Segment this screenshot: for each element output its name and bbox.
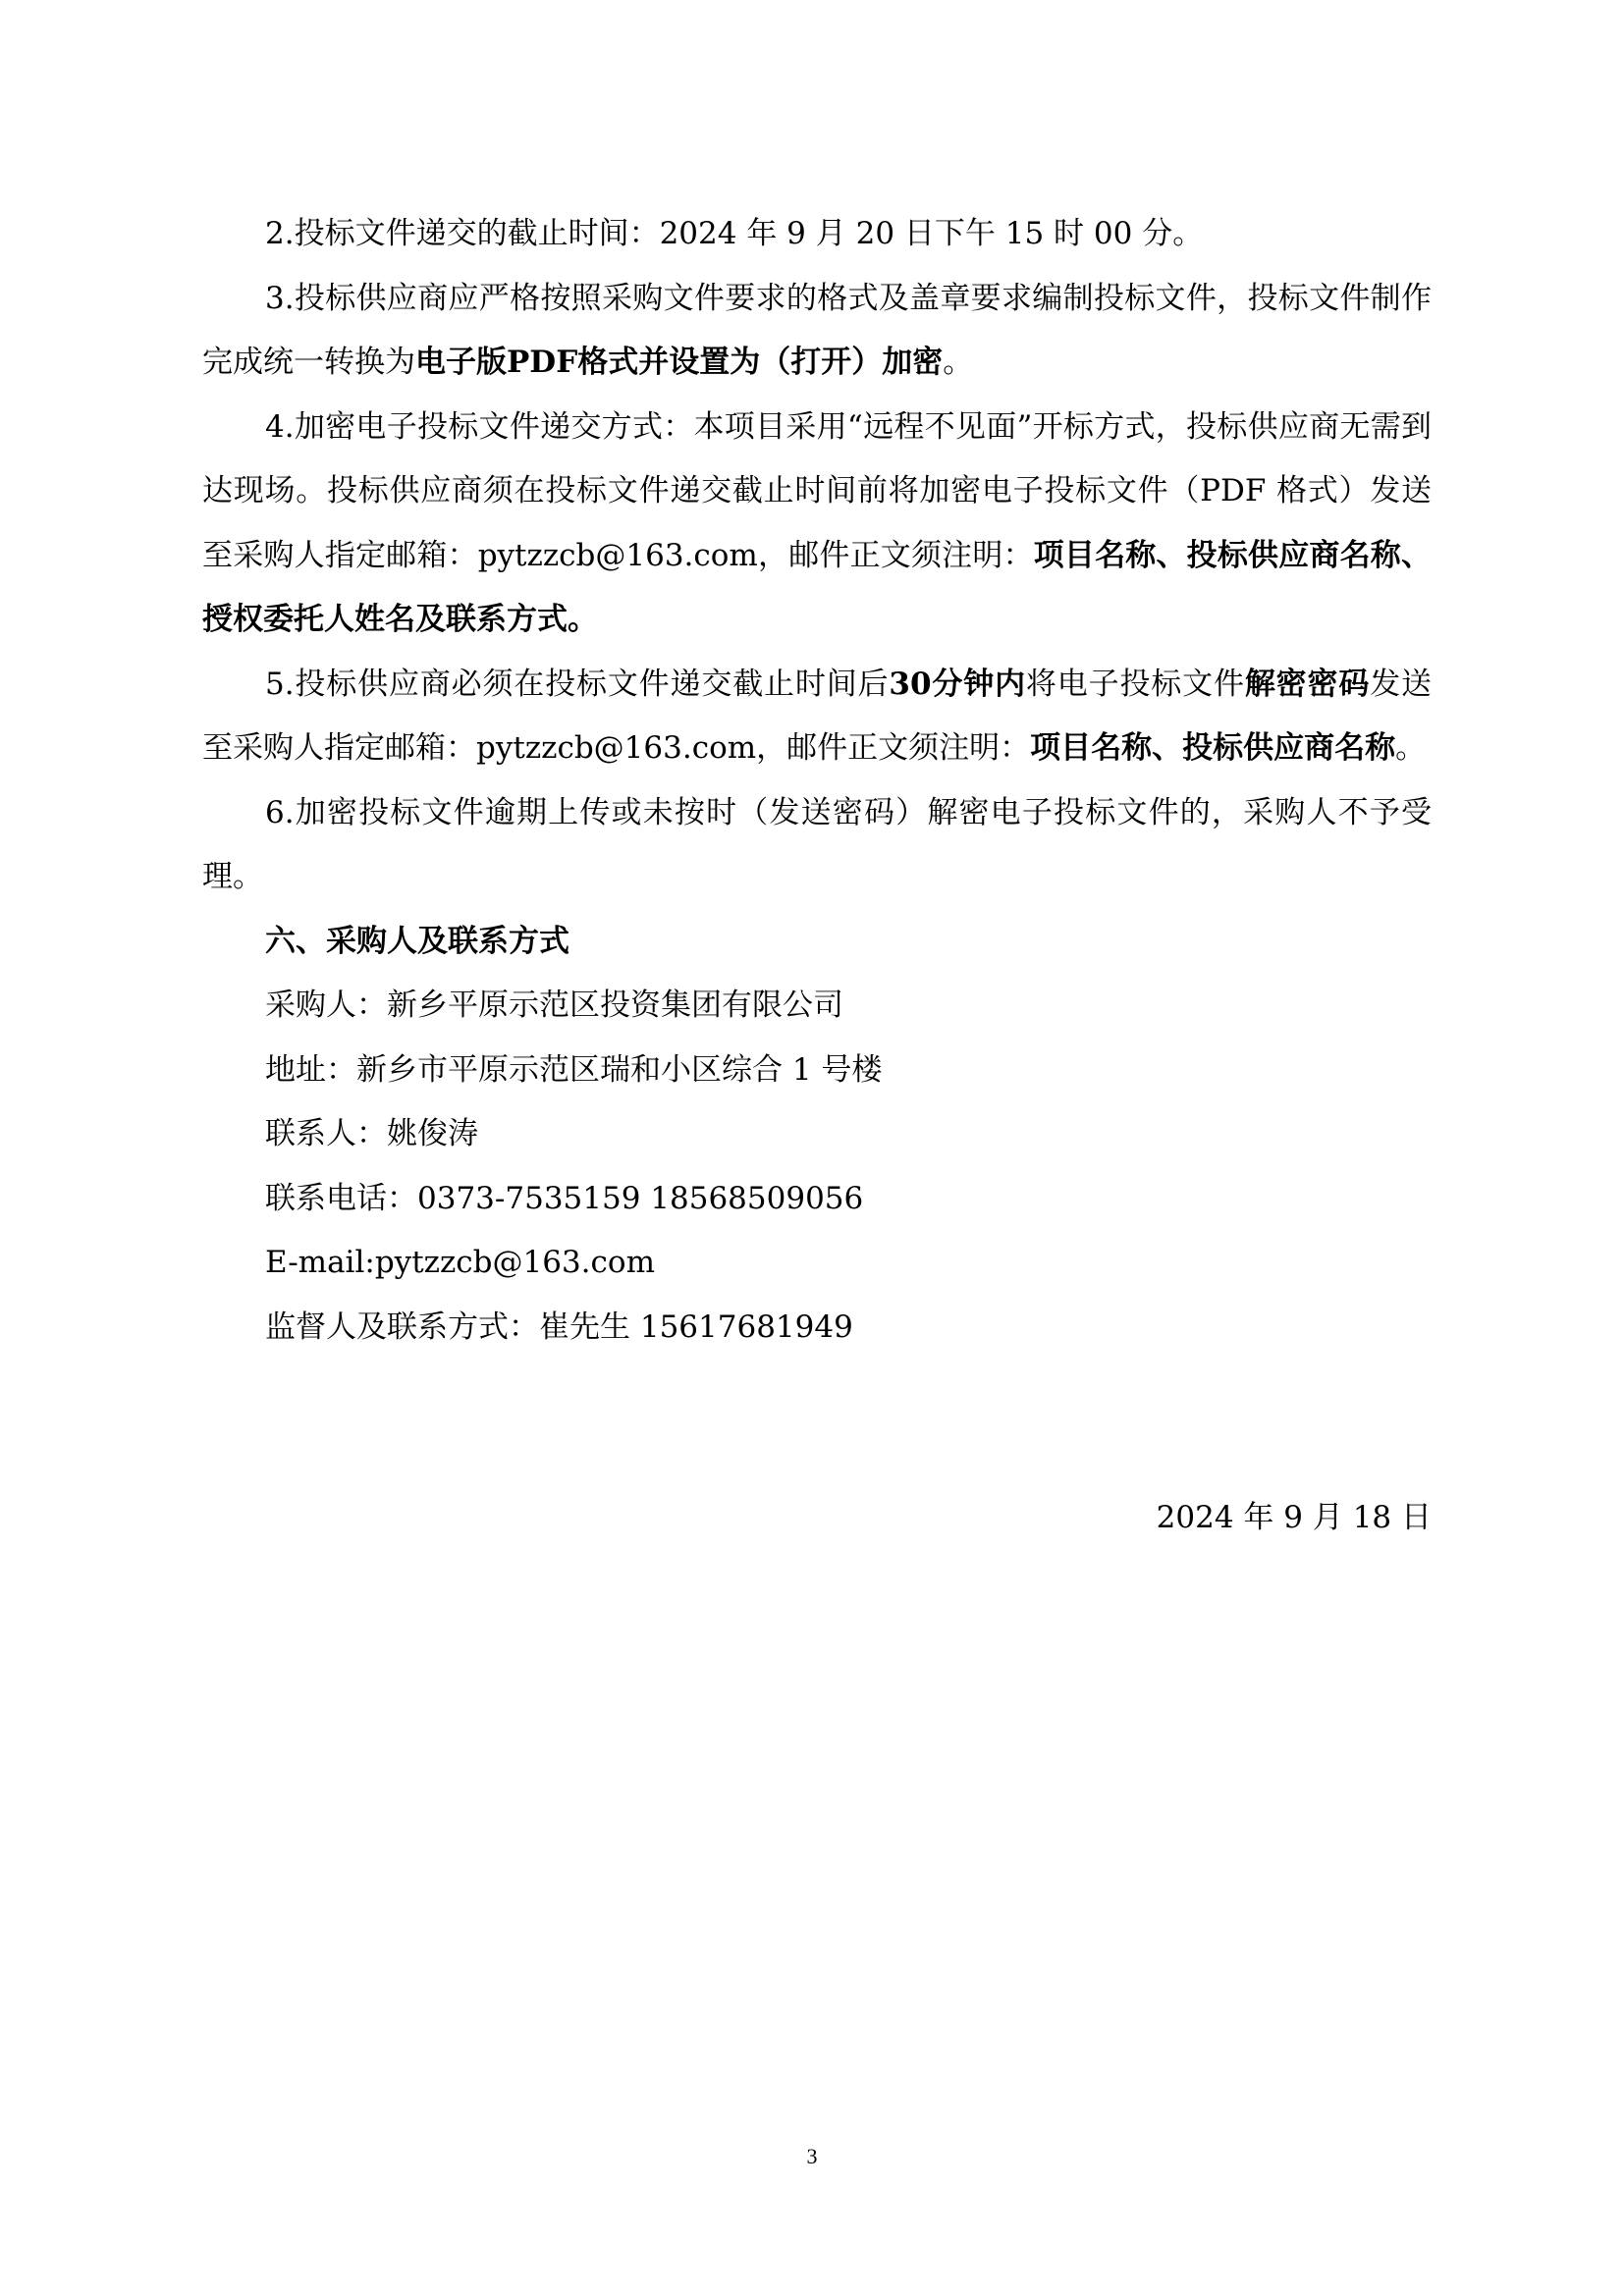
page-number: 3: [806, 2144, 818, 2168]
address-line: 地址：新乡市平原示范区瑞和小区综合 1 号楼: [265, 1051, 883, 1088]
format-end: 。: [943, 345, 974, 380]
decryption-text-2: 将电子投标文件: [1025, 666, 1245, 702]
paragraph-deadline: 2.投标文件递交的截止时间：2024 年 9 月 20 日下午 15 时 00 分。: [265, 216, 1204, 251]
email-line: E-mail:pytzzcb@163.com: [265, 1245, 655, 1280]
decryption-password-emphasis: 解密密码: [1244, 666, 1371, 702]
decryption-name-emphasis: 项目名称、投标供应商名称: [1030, 730, 1396, 766]
format-text: 3.投标供应商应严格按照采购文件要求的格式及盖章要求编制投标文件，投标文件制作完成统一转换为: [202, 280, 1432, 380]
paragraph-late-submission: 6.加密投标文件逾期上传或未按时（发送密码）解密电子投标文件的，采购人不予受理。: [202, 794, 1432, 894]
purchaser-line: 采购人：新乡平原示范区投资集团有限公司: [265, 988, 843, 1023]
submission-text: 4.加密电子投标文件递交方式：本项目采用“远程不见面”开标方式，投标供应商无需到达现场。投标供应商须在投标文件递交截止时间前将加密电子投标文件（PDF 格式）发送至采购人指定邮箱：pytzzcb@163.com，邮件正文须注明：: [202, 408, 1432, 573]
signature-date: 2024 年 9 月 18 日: [1156, 1500, 1432, 1535]
paragraph-format: [202, 267, 1432, 396]
supervisor-line: 监督人及联系方式：崔先生 15617681949: [265, 1308, 853, 1345]
section-heading: 六、采购人及联系方式: [265, 923, 569, 959]
decryption-text-1: 5.投标供应商必须在投标文件递交截止时间后: [265, 666, 890, 702]
paragraph-submission: [202, 396, 1432, 653]
document-body: [202, 202, 1432, 1360]
format-emphasis: 电子版PDF格式并设置为（打开）加密: [415, 345, 944, 380]
decryption-end: 。: [1395, 730, 1427, 766]
decryption-text-3: 发送至采购人指定邮箱：pytzzcb@163.com，邮件正文须注明：: [202, 666, 1433, 766]
contact-person-line: 联系人：姚俊涛: [265, 1116, 478, 1151]
submission-emphasis: 项目名称、投标供应商名称、授权委托人姓名及联系方式。: [202, 537, 1433, 637]
decryption-time-emphasis: 30分钟内: [889, 666, 1026, 702]
paragraph-decryption: [202, 653, 1432, 781]
phone-line: 联系电话：0373-7535159 18568509056: [265, 1180, 864, 1216]
